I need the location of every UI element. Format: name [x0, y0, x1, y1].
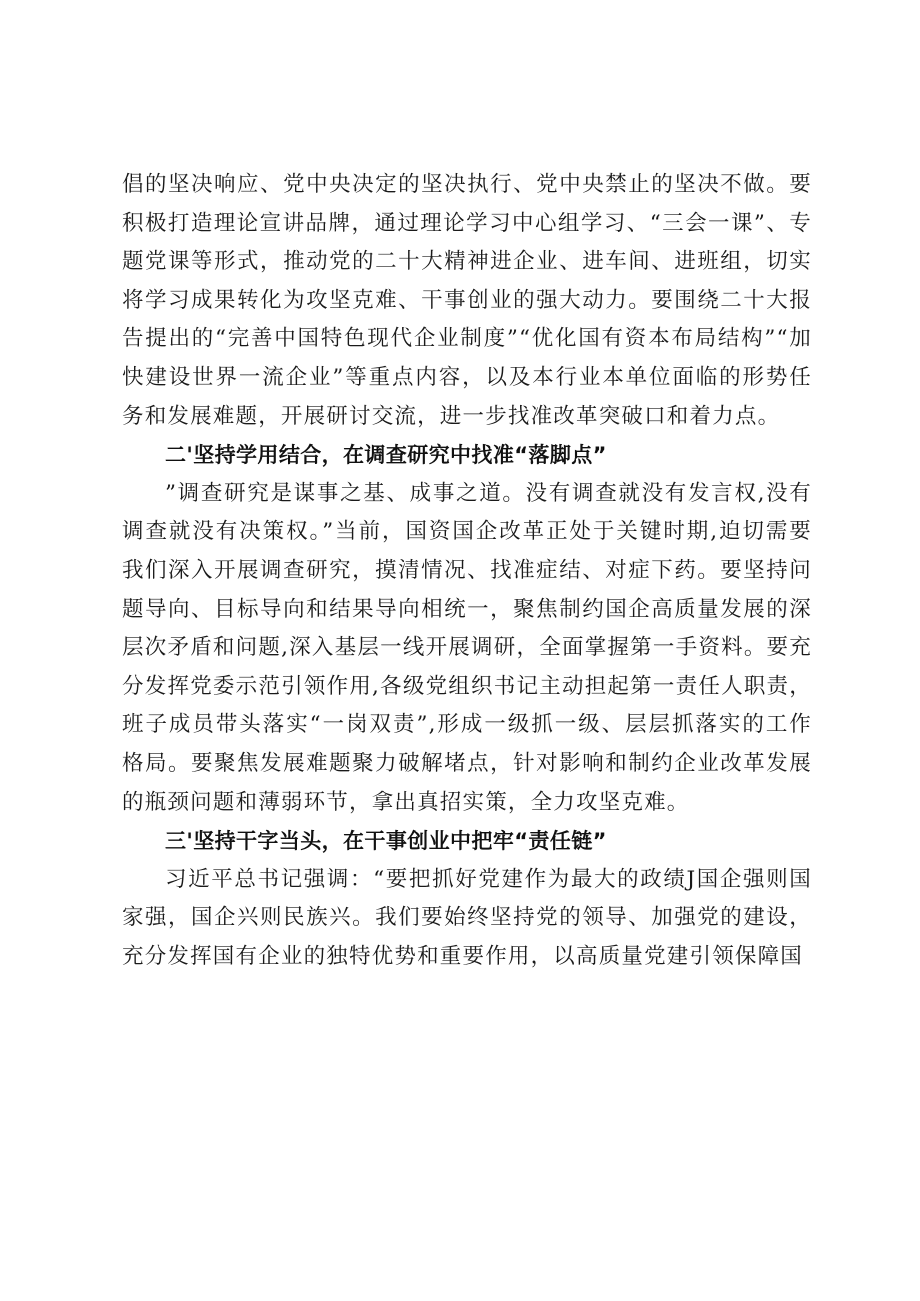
- body-paragraph-2: ”调查研究是谋事之基、成事之道。没有调查就没有发言权,没有调查就没有决策权。”当前，国资国企改革正处于关键时期,迫切需要我们深入开展调查研究，摸清情况、找准症结、对症下药。要坚持问题导向、目标导向和结果导向相统一，聚焦制约国企高质量发展的深层次矛盾和问题,深入基层一线开展调研，全面掌握第一手资料。要充分发挥党委示范引领作用,各级党组织书记主动担起第一责任人职责，班子成员带头落实“一岗双责”,形成一级抓一级、层层抓落实的工作格局。要聚焦发展难题聚力破解堵点，针对影响和制约企业改革发展的瓶颈问题和薄弱环节，拿出真招实策，全力攻坚克难。: [122, 480, 812, 815]
- body-paragraph-3: 习近平总书记强调：“要把抓好党建作为最大的政绩J国企强则国家强，国企兴则民族兴。我们要始终坚持党的领导、加强党的建设，充分发挥国有企业的独特优势和重要作用，以高质量党建引领保障国: [122, 866, 812, 969]
- document-body: [122, 166, 812, 976]
- section-heading-3: 三'坚持干字当头，在干事创业中把牢“责任链”: [165, 829, 607, 854]
- section-heading-2: 二'坚持学用结合，在调查研究中找准“落脚点”: [165, 443, 607, 468]
- body-paragraph-1: 倡的坚决响应、党中央决定的坚决执行、党中央禁止的坚决不做。要积极打造理论宣讲品牌，通过理论学习中心组学习、“三会一课”、专题党课等形式，推动党的二十大精神进企业、进车间、进班组，切实将学习成果转化为攻坚克难、干事创业的强大动力。要围绕二十大报告提出的“完善中国特色现代企业制度”“优化国有资本布局结构”“加快建设世界一流企业”等重点内容，以及本行业本单位面临的形势任务和发展难题，开展研讨交流，进一步找准改革突破口和着力点。: [122, 172, 812, 429]
